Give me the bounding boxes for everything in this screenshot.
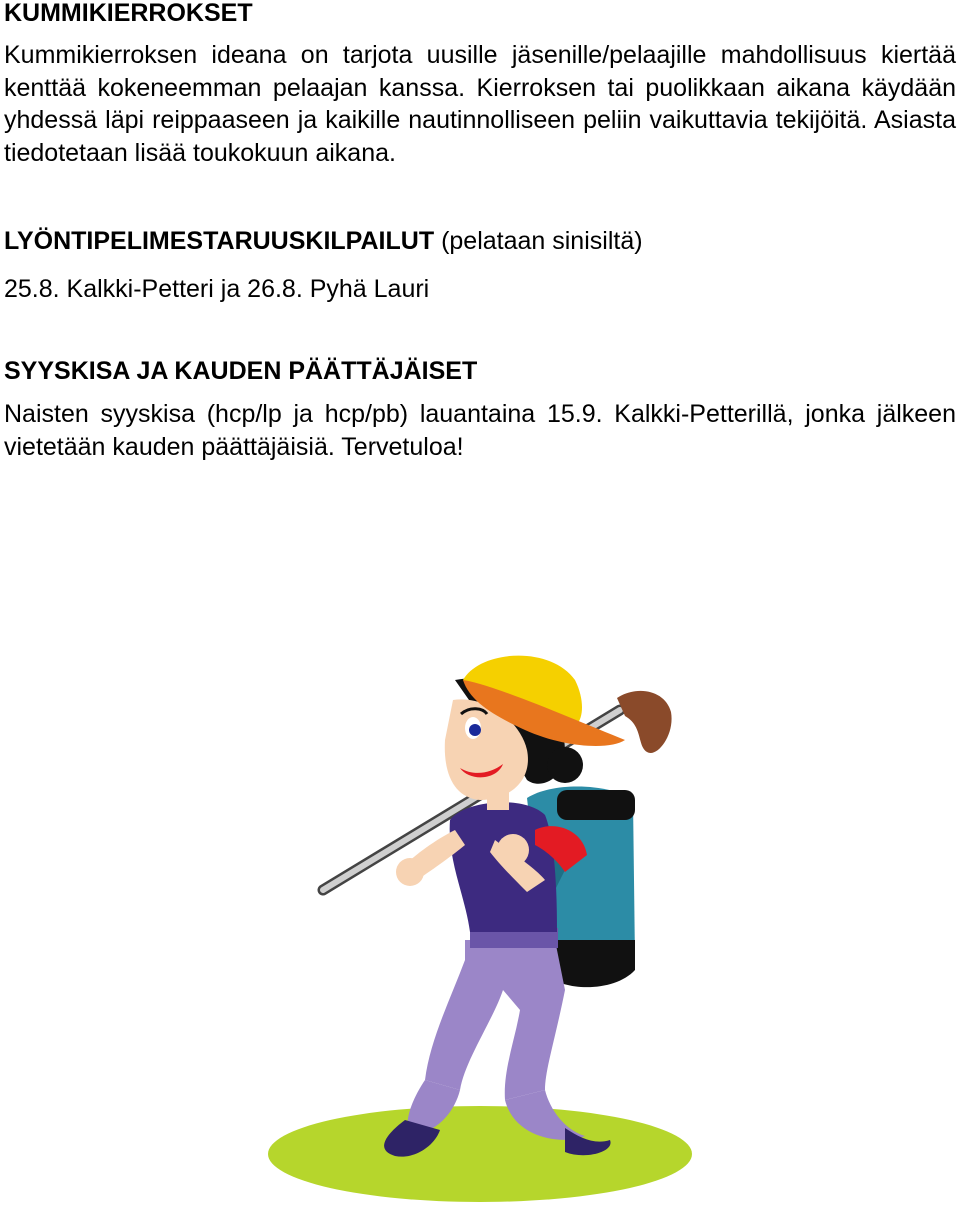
section-heading: SYYSKISA JA KAUDEN PÄÄTTÄJÄISET	[4, 357, 478, 385]
hair-bun	[547, 747, 583, 783]
section-kummikierrokset	[4, 0, 956, 169]
section-heading: KUMMIKIERROKSET	[4, 0, 253, 27]
section-body	[4, 398, 956, 463]
golfer-woman-icon	[265, 640, 695, 1204]
section-heading	[4, 227, 956, 255]
section-heading-title: LYÖNTIPELIMESTARUUSKILPAILUT	[4, 227, 435, 255]
paragraph-text: Naisten syyskisa (hcp/lp ja hcp/pb) lauantaina 15.9. Kalkki-Petterillä, jonka jälkeen vietetään kauden päättäjäisiä. Tervetuloa!	[4, 400, 956, 461]
section-lyontipeli	[4, 227, 956, 306]
grass-ellipse	[268, 1106, 692, 1202]
section-heading-note: (pelataan sinisiltä)	[441, 227, 643, 255]
paragraph-text: 25.8. Kalkki-Petteri ja 26.8. Pyhä Lauri	[4, 275, 430, 303]
eye-pupil	[469, 724, 481, 736]
hand-left	[396, 858, 424, 886]
section-body	[4, 39, 956, 169]
golfer-woman-illustration	[265, 640, 695, 1204]
section-body	[4, 273, 956, 306]
section-syyskisa	[4, 358, 956, 463]
hand-right	[497, 834, 529, 866]
paragraph-text: Kummikierroksen ideana on tarjota uusille jäsenille/pelaajille mahdollisuus kiertää kenttää kokeneemman pelaajan kanssa. Kierroksen tai puolikkaan aikana käydään yhdessä läpi reippaaseen ja kaikille nautinnolliseen peliin vaikuttavia tekijöitä. Asiasta tiedotetaan lisää toukokuun aikana.	[4, 41, 956, 167]
